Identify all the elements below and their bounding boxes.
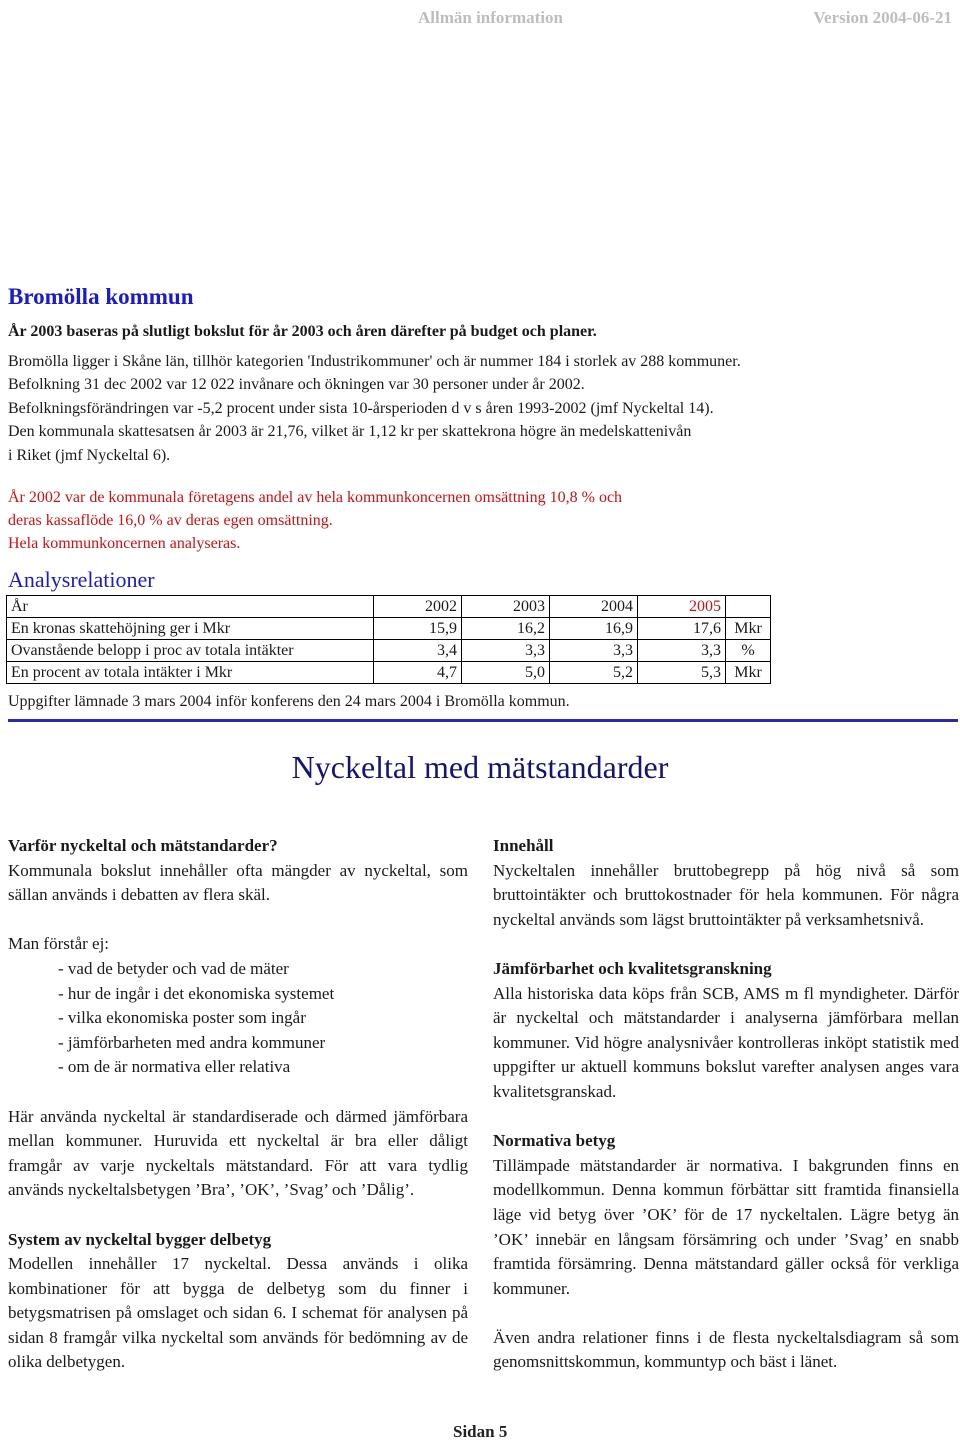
red-line: Hela kommunkoncernen analyseras.	[8, 535, 241, 552]
analys-table	[6, 595, 771, 684]
paragraph: Även andra relationer finns i de flesta nyckeltalsdiagram så som genomsnittskommun, kommuntyp och bäst i länet.	[493, 1327, 959, 1372]
table-cell: 3,3	[638, 640, 726, 662]
heading-why: Varför nyckeltal och mätstandarder?	[8, 836, 278, 855]
table-cell: 5,3	[638, 662, 726, 684]
heading-system: System av nyckeltal bygger delbetyg	[8, 1229, 272, 1249]
paragraph: Tillämpade mätstandarder är normativa. I bakgrunden finns en modellkommun. Denna kommun förbättar sitt framtida finansiella läge vid betyg över ’OK’ för de 17 nyckeltalen. Lägre betyg än ’OK’ innebär en långsam försämring och under ’Svag’ en snabb framtida försämring. Denna mätstandard gäller också för verkliga kommuner.	[493, 1155, 959, 1298]
table-cell: 3,3	[550, 640, 638, 662]
paragraph: Man förstår ej:	[8, 934, 110, 954]
reasons-list	[8, 957, 468, 1080]
table-cell: 15,9	[374, 618, 462, 640]
table-row	[7, 640, 771, 662]
table-cell: 5,2	[550, 662, 638, 684]
heading-comparability: Jämförbarhet och kvalitetsgranskning	[493, 958, 772, 978]
right-column	[493, 834, 959, 1375]
analys-section-title: Analysrelationer	[8, 567, 155, 592]
page-title: Nyckeltal med mätstandarder	[291, 749, 669, 785]
table-cell: %	[726, 640, 771, 662]
table-header-cell: 2002	[374, 596, 462, 618]
table-row	[7, 618, 771, 640]
table-cell: 4,7	[374, 662, 462, 684]
table-cell: 16,2	[462, 618, 550, 640]
list-item: - om de är normativa eller relativa	[58, 1057, 291, 1077]
header-section-title: Allmän information	[418, 8, 563, 27]
table-cell: 3,3	[462, 640, 550, 662]
table-header-cell: 2004	[550, 596, 638, 618]
heading-content: Innehåll	[493, 836, 554, 855]
table-cell: En kronas skattehöjning ger i Mkr	[7, 618, 374, 640]
paragraph: Här använda nyckeltal är standardiserade och därmed jämförbara mellan kommuner. Huruvida ett nyckeltal är bra eller dåligt framgår av varje nyckeltals mätstandard. För att vara tydlig används nyckeltalsbetygen ’Bra’, ’OK’, ’Svag’ och ’Dålig’.	[8, 1106, 468, 1200]
red-line: deras kassaflöde 16,0 % av deras egen omsättning.	[8, 512, 333, 529]
table-cell: 5,0	[462, 662, 550, 684]
table-header-cell: År	[7, 596, 374, 618]
paragraph: Nyckeltalen innehåller bruttobegrepp på hög nivå så som bruttointäkter och bruttokostnader för hela kommunen. För några nyckeltal används som lägst bruttointäkter på verksamhetsnivå.	[493, 860, 959, 929]
table-row	[7, 662, 771, 684]
page-number: Sidan 5	[453, 1422, 508, 1441]
table-header-cell	[726, 596, 771, 618]
table-cell: 16,9	[550, 618, 638, 640]
table-header-cell: 2005	[638, 596, 726, 618]
intro-line: i Riket (jmf Nyckeltal 6).	[8, 446, 171, 464]
paragraph: Alla historiska data köps från SCB, AMS m fl myndigheter. Därför är nyckeltal och mätstandarder i analyserna jämförbara mellan kommuner. Vid högre analysnivåer kontrolleras inköpt statistik med uppgifter ur aktuell kommuns bokslut varefter analysen anges vara kvalitetsgranskad.	[493, 983, 959, 1101]
table-cell: Ovanstående belopp i proc av totala intäkter	[7, 640, 374, 662]
table-cell: 17,6	[638, 618, 726, 640]
section-divider	[8, 719, 958, 722]
intro-line: Befolkningsförändringen var -5,2 procent under sista 10-årsperioden d v s åren 1993-2002 (jmf Nyckeltal 14).	[8, 399, 714, 417]
list-item: - vilka ekonomiska poster som ingår	[58, 1008, 306, 1028]
table-header-cell: 2003	[462, 596, 550, 618]
left-column	[8, 834, 468, 1375]
table-cell: Mkr	[726, 618, 771, 640]
intro-paragraph	[8, 350, 938, 467]
intro-bold-line: År 2003 baseras på slutligt bokslut för år 2003 och åren därefter på budget och planer.	[8, 323, 597, 340]
paragraph: Kommunala bokslut innehåller ofta mängder av nyckeltal, som sällan används i debatten av flera skäl.	[8, 860, 468, 905]
list-item: - jämförbarheten med andra kommuner	[58, 1032, 326, 1052]
paragraph: Modellen innehåller 17 nyckeltal. Dessa används i olika kombinationer för att bygga de delbetyg som du finner i betygsmatrisen på omslaget och sidan 6. I schemat för analysen på sidan 8 framgår vilka nyckeltal som används för bedömning av de olika delbetygen.	[8, 1254, 468, 1372]
table-cell: Mkr	[726, 662, 771, 684]
table-header-row	[7, 596, 771, 618]
heading-normative: Normativa betyg	[493, 1131, 616, 1151]
intro-line: Bromölla ligger i Skåne län, tillhör kategorien 'Industrikommuner' och är nummer 184 i storlek av 288 kommuner.	[8, 353, 741, 370]
table-cell: 3,4	[374, 640, 462, 662]
list-item: - vad de betyder och vad de mäter	[58, 958, 289, 978]
intro-line: Den kommunala skattesatsen år 2003 är 21,76, vilket är 1,12 kr per skattekrona högre än medelskattenivån	[8, 423, 692, 441]
table-cell: En procent av totala intäkter i Mkr	[7, 662, 374, 684]
intro-line: Befolkning 31 dec 2002 var 12 022 invånare och ökningen var 30 personer under år 2002.	[8, 376, 585, 394]
source-note: Uppgifter lämnade 3 mars 2004 inför konferens den 24 mars 2004 i Bromölla kommun.	[8, 693, 570, 710]
municipality-title: Bromölla kommun	[8, 284, 194, 309]
list-item: - hur de ingår i det ekonomiska systemet	[58, 983, 335, 1003]
header-version: Version 2004-06-21	[813, 8, 952, 27]
company-share-paragraph	[8, 486, 622, 555]
red-line: År 2002 var de kommunala företagens andel av hela kommunkoncernen omsättning 10,8 % och	[8, 489, 623, 506]
